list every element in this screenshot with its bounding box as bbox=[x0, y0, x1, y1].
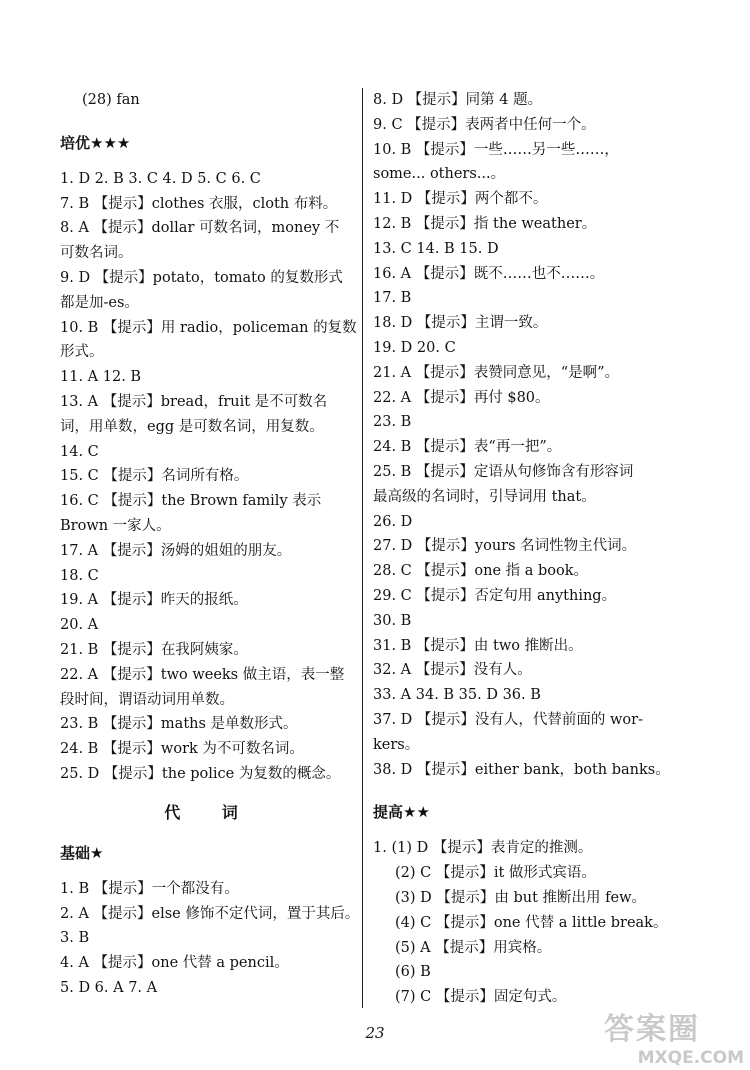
page-number: 23 bbox=[365, 1024, 385, 1042]
answer-line: 31. B 【提示】由 two 推断出。 bbox=[373, 637, 583, 654]
section-heading: 培优★★★ bbox=[60, 133, 131, 152]
answer-line: 27. D 【提示】yours 名词性物主代词。 bbox=[373, 538, 637, 555]
answer-line: (3) D 【提示】由 but 推断出用 few。 bbox=[395, 889, 647, 906]
spacer bbox=[373, 782, 698, 798]
answer-line: 1. D 2. B 3. C 4. D 5. C 6. C bbox=[60, 170, 261, 187]
answer-line: 可数名词。 bbox=[60, 245, 133, 262]
answer-line: 10. B 【提示】一些……另一些……， bbox=[373, 141, 619, 158]
answer-line: 19. A 【提示】昨天的报纸。 bbox=[60, 592, 248, 609]
answer-line: 21. A 【提示】表赞同意见，“是啊”。 bbox=[373, 364, 620, 381]
answer-line: 1. B 【提示】一个都没有。 bbox=[60, 880, 239, 897]
answer-line: 1. (1) D 【提示】表肯定的推测。 bbox=[373, 840, 593, 857]
answer-line: 20. A bbox=[60, 617, 99, 634]
answer-line: (5) A 【提示】用宾格。 bbox=[395, 939, 552, 956]
answer-line: 9. C 【提示】表两者中任何一个。 bbox=[373, 116, 596, 133]
answer-line: 都是加-es。 bbox=[60, 294, 139, 311]
answer-line: 18. D 【提示】主谓一致。 bbox=[373, 315, 548, 332]
answer-line: Brown 一家人。 bbox=[60, 517, 171, 534]
answer-line: 7. B 【提示】clothes 衣服，cloth 布料。 bbox=[60, 195, 338, 212]
spacer bbox=[373, 826, 698, 836]
answer-line: 24. B 【提示】work 为不可数名词。 bbox=[60, 741, 304, 758]
answer-line: 13. A 【提示】bread，fruit 是不可数名 bbox=[60, 393, 328, 410]
answer-line: 段时间，谓语动词用单数。 bbox=[60, 691, 234, 708]
answer-line: 19. D 20. C bbox=[373, 339, 456, 356]
answer-line: 15. C 【提示】名词所有格。 bbox=[60, 468, 249, 485]
answer-line: 26. D bbox=[373, 513, 413, 530]
answer-line: 25. B 【提示】定语从句修饰含有形容词 bbox=[373, 463, 634, 480]
answer-line: 形式。 bbox=[60, 344, 104, 361]
section-heading: 提高★★ bbox=[373, 803, 430, 822]
answer-line: 4. A 【提示】one 代替 a pencil。 bbox=[60, 955, 289, 972]
chapter-title: 代 词 bbox=[164, 802, 256, 822]
answer-line: 18. C bbox=[60, 567, 99, 584]
answer-line: 12. B 【提示】指 the weather。 bbox=[373, 215, 597, 232]
answer-line: 11. D 【提示】两个都不。 bbox=[373, 191, 548, 208]
answer-line: 37. D 【提示】没有人，代替前面的 wor- bbox=[373, 711, 643, 728]
answer-line: 词，用单数，egg 是可数名词，用复数。 bbox=[60, 418, 324, 435]
spacer bbox=[60, 867, 360, 877]
answer-line: 24. B 【提示】表“再一把”。 bbox=[373, 439, 562, 456]
watermark-logo bbox=[604, 1004, 744, 1066]
answer-line: (2) C 【提示】it 做形式宾语。 bbox=[395, 865, 596, 882]
spacer bbox=[60, 113, 360, 129]
answer-line: 17. B bbox=[373, 290, 412, 307]
answer-line: 5. D 6. A 7. A bbox=[60, 979, 158, 996]
answer-line: 8. D 【提示】同第 4 题。 bbox=[373, 92, 543, 108]
answer-line: 22. A 【提示】再付 $80。 bbox=[373, 389, 550, 406]
answer-line: 33. A 34. B 35. D 36. B bbox=[373, 687, 541, 704]
answer-line: 3. B bbox=[60, 930, 90, 947]
answer-line: (7) C 【提示】固定句式。 bbox=[395, 989, 567, 1006]
right-column bbox=[373, 88, 698, 1010]
answer-line: (6) B bbox=[395, 964, 431, 981]
answer-line: (4) C 【提示】one 代替 a little break。 bbox=[395, 914, 668, 931]
answer-line: 8. A 【提示】dollar 可数名词，money 不 bbox=[60, 220, 340, 237]
watermark-top-text: 答案圈 bbox=[604, 1012, 700, 1047]
spacer bbox=[60, 157, 360, 167]
answer-line: some... others...。 bbox=[373, 166, 506, 183]
answer-line: 9. D 【提示】potato，tomato 的复数形式 bbox=[60, 269, 343, 286]
answer-line: 11. A 12. B bbox=[60, 369, 142, 386]
section-heading: 基础★ bbox=[60, 843, 104, 862]
answer-line: 17. A 【提示】汤姆的姐姐的朋友。 bbox=[60, 542, 292, 559]
left-column bbox=[60, 88, 360, 1001]
answer-line: 25. D 【提示】the police 为复数的概念。 bbox=[60, 765, 341, 782]
answer-line: (28) fan bbox=[82, 92, 140, 108]
answer-line: 14. C bbox=[60, 443, 99, 460]
spacer bbox=[60, 829, 360, 839]
answer-line: 2. A 【提示】else 修饰不定代词，置于其后。 bbox=[60, 905, 360, 922]
answer-line: 21. B 【提示】在我阿姨家。 bbox=[60, 641, 248, 658]
answer-line: 23. B bbox=[373, 414, 412, 431]
answer-line: kers。 bbox=[373, 736, 420, 753]
answer-line: 16. C 【提示】the Brown family 表示 bbox=[60, 493, 322, 510]
answer-line: 32. A 【提示】没有人。 bbox=[373, 662, 532, 679]
answer-line: 10. B 【提示】用 radio，policeman 的复数 bbox=[60, 319, 357, 336]
answer-line: 29. C 【提示】否定句用 anything。 bbox=[373, 587, 617, 604]
answer-line: 23. B 【提示】maths 是单数形式。 bbox=[60, 716, 298, 733]
answer-line: 22. A 【提示】two weeks 做主语，表一整 bbox=[60, 666, 345, 683]
watermark-bottom-text: MXQE.COM bbox=[637, 1048, 744, 1068]
spacer bbox=[60, 787, 360, 797]
answer-line: 13. C 14. B 15. D bbox=[373, 240, 499, 257]
column-divider bbox=[362, 88, 363, 1008]
answer-line: 最高级的名词时，引导词用 that。 bbox=[373, 488, 596, 505]
answer-line: 16. A 【提示】既不……也不……。 bbox=[373, 265, 605, 282]
answer-line: 38. D 【提示】either bank，both banks。 bbox=[373, 761, 670, 778]
answer-line: 28. C 【提示】one 指 a book。 bbox=[373, 563, 589, 580]
answer-line: 30. B bbox=[373, 612, 412, 629]
